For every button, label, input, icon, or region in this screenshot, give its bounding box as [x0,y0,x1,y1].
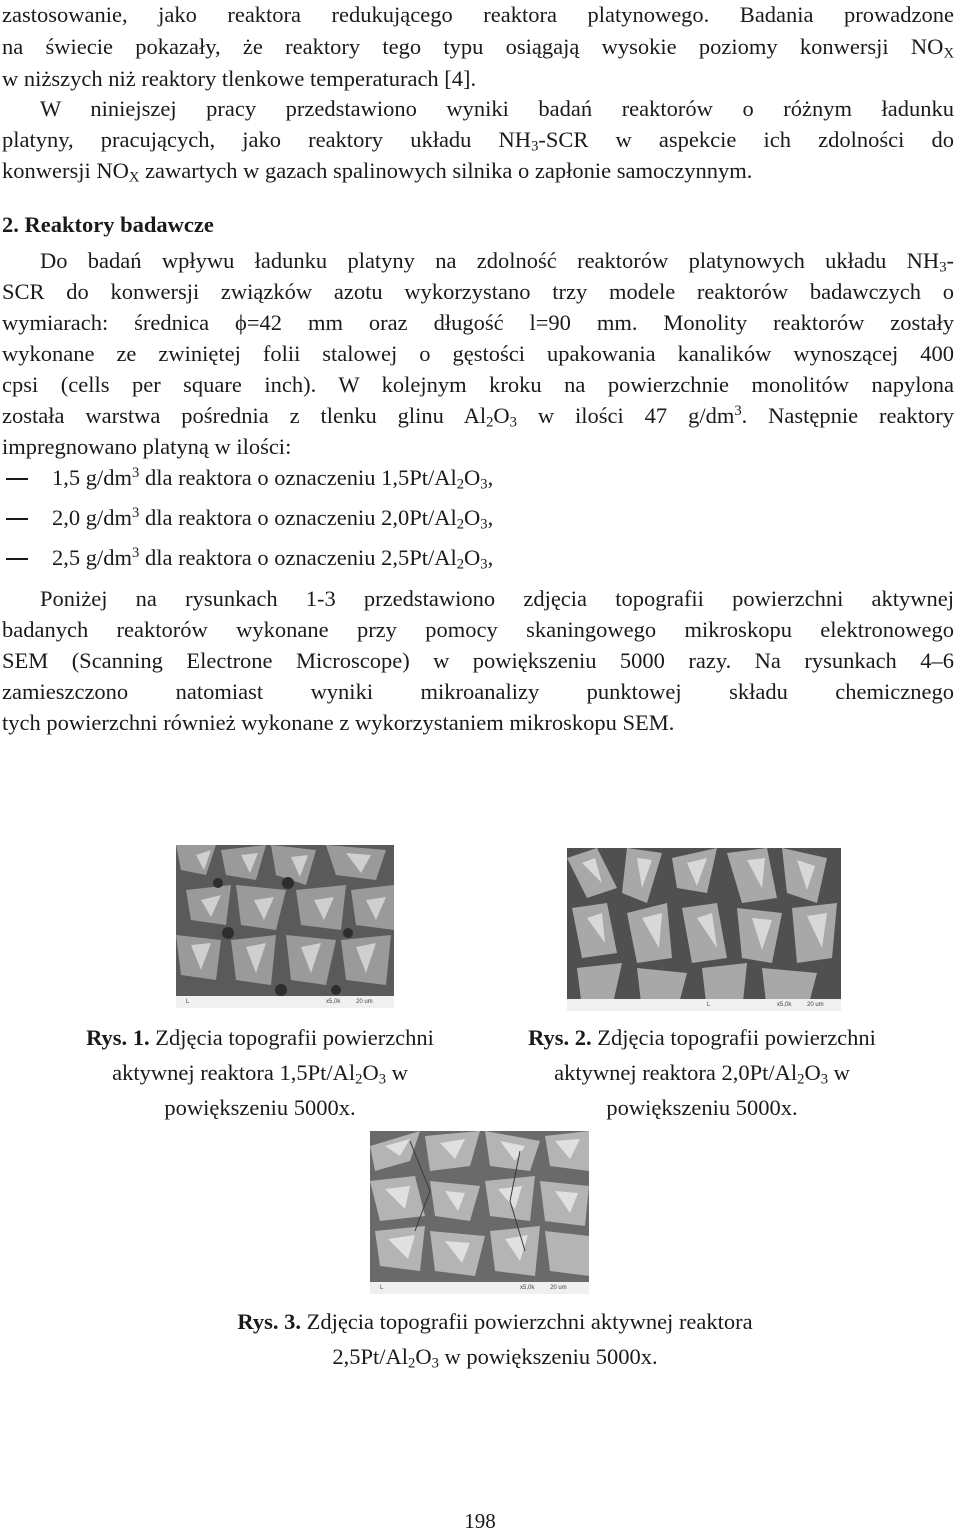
figures-line-5: tych powierzchni również wykonane z wykorzystaniem mikroskopu SEM. [2,710,675,735]
aim-line-3: konwersji $NO_X$ zawartych w gazach spalinowych silnika o zapłonie samoczynnym. [2,158,753,186]
sem-image-3 [370,1131,589,1294]
reactors-line-4: wykonane ze zwiniętej folii stalowej o gęstości upakowania kanalików wynoszącej 400 [2,341,954,366]
intro-line-3: w niższych niż reaktory tlenkowe temperaturach [4]. [2,66,477,91]
reactors-line-6: została warstwa pośrednia z tlenku glinu $Al_2O_3$ w ilości 47 $g/dm^3$. Następnie reaktory [2,402,954,431]
intro-line-2: na świecie pokazały, że reaktory tego typu osiągają wysokie poziomy konwersji $NO_X$ [2,34,954,62]
sem-texture-1 [176,845,394,1008]
figure-1-caption: Rys. 1. Zdjęcia topografii powierzchni aktywnej reaktora $1,5Pt/Al_2O_3$ w powiększeniu 5000x. [86,1025,434,1120]
dash-bullet [6,478,28,480]
section-heading: 2. Reaktory badawcze [2,212,214,237]
reactors-line-7: impregnowano platyną w ilości: [2,434,292,459]
sem-scale-bar: L x5,0k 20 um [370,1282,589,1294]
sem-image-1 [176,845,394,1008]
sem-image-2 [567,848,841,1011]
reactors-line-5: cpsi (cells per square inch). W kolejnym kroku na powierzchnie monolitów napylona [2,372,954,397]
sem-scale-bar: L x5,0k 20 um [567,999,841,1011]
figures-line-4: zamieszczono natomiast wyniki mikroanalizy punktowej składu chemicznego [2,679,954,704]
sem-scale-bar: L x5,0k 20 um [176,996,394,1008]
reactors-line-1: Do badań wpływu ładunku platyny na zdolność reaktorów platynowych układu $NH_3-$ [40,248,954,276]
intro-line-1: zastosowanie, jako reaktora redukującego reaktora platynowego. Badania prowadzone [2,2,954,27]
figures-line-3: SEM (Scanning Electrone Microscope) w powiększeniu 5000 razy. Na rysunkach 4–6 [2,648,954,673]
figure-2-caption: Rys. 2. Zdjęcia topografii powierzchni aktywnej reaktora $2,0Pt/Al_2O_3$ w powiększeniu 5000x. [528,1025,876,1120]
figures-line-2: badanych reaktorów wykonane przy pomocy skaningowego mikroskopu elektronowego [2,617,954,642]
aim-line-1: W niniejszej pracy przedstawiono wyniki badań reaktorów o różnym ładunku [40,96,954,121]
dash-bullet [6,518,28,520]
sem-texture-2 [567,848,841,1011]
figures-line-1: Poniżej na rysunkach 1-3 przedstawiono zdjęcia topografii powierzchni aktywnej [40,586,954,611]
dash-bullet [6,558,28,560]
reactors-line-3: wymiarach: średnica ϕ=42 mm oraz długość l=90 mm. Monolity reaktorów zostały [2,310,954,335]
sem-texture-3 [370,1131,589,1294]
document-page: zastosowanie, jako reaktora redukującego reaktora platynowego. Badania prowadzone na świecie pokazały, że reaktory tego typu osiągają wysokie poziomy konwersji $NO_X$ w niższych niż reaktory tlenkowe temperaturach [4]. W niniejszej pracy przedstawiono wyniki badań reaktorów o różnym ładunku platyny, pracujących, jako reaktory układu $NH_3$-SCR w aspekcie ich zdolności do konwersji $NO_X$ zawartych w gazach spalinowych silnika o zapłonie samoczynnym. 2. Reaktory badawcze Do badań wpływu ładunku platyny na zdolność reaktorów platynowych układu $NH_3-$ SCR do konwersji związków azotu wykorzystano trzy modele reaktorów badawczych o wymiarach: średnica ϕ=42 mm oraz długość l=90 mm. Monolity reaktorów zostały wykonane ze zwiniętej folii stalowej o gęstości upakowania kanalików wynoszącej 400 cpsi (cells per square inch). W kolejnym kroku na powierzchnie monolitów napylona została warstwa pośrednia z tlenku glinu $Al_2O_3$ w ilości 47 $g/dm^3$. Następnie reaktory impregnowano platyną w ilości: 1,5 $g/dm^3$ dla reaktora o oznaczeniu $1,5Pt/Al_2O_3$, 2,0 $g/dm^3$ dla reaktora o oznaczeniu $2,0Pt/Al_2O_3$, 2,5 $g/dm^3$ dla reaktora o oznaczeniu $2,5Pt/Al_2O_3$, Poniżej na rysunkach 1-3 przedstawiono zdjęcia topografii powierzchni aktywnej badanych reaktorów wykonane przy pomocy skaningowego mikroskopu elektronowego SEM (Scanning Electrone Microscope) w powiększeniu 5000 razy. Na rysunkach 4–6 zamieszczono natomiast wyniki mikroanalizy punktowej składu chemicznego tych powierzchni również wykonane z wykorzystaniem mikroskopu SEM. L x5,0k 20 um L x5,0k 20 um Rys. 1. Zdjęcia topografii powierzchni aktywnej reaktora $1,5Pt/Al_2O_3$ w powiększeniu 5000x. Rys. 2. Zdjęcia topografii powierzchni aktywnej reaktora $2,0Pt/Al_2O_3$ w powiększeniu 5000x. L x5,0k 20 um Rys. 3. Zdjęcia topografii powierzchni aktywnej reaktora $2,5Pt/Al_2O_3$ w powiększeniu 5000x. 198 [0,0,960,1535]
aim-line-2: platyny, pracujących, jako reaktory układu $NH_3$-SCR w aspekcie ich zdolności do [2,127,954,155]
reactors-line-2: SCR do konwersji związków azotu wykorzystano trzy modele reaktorów badawczych o [2,279,954,304]
page-number: 198 [464,1509,496,1533]
figure-3-caption: Rys. 3. Zdjęcia topografii powierzchni aktywnej reaktora $2,5Pt/Al_2O_3$ w powiększeniu 5000x. [237,1309,753,1372]
